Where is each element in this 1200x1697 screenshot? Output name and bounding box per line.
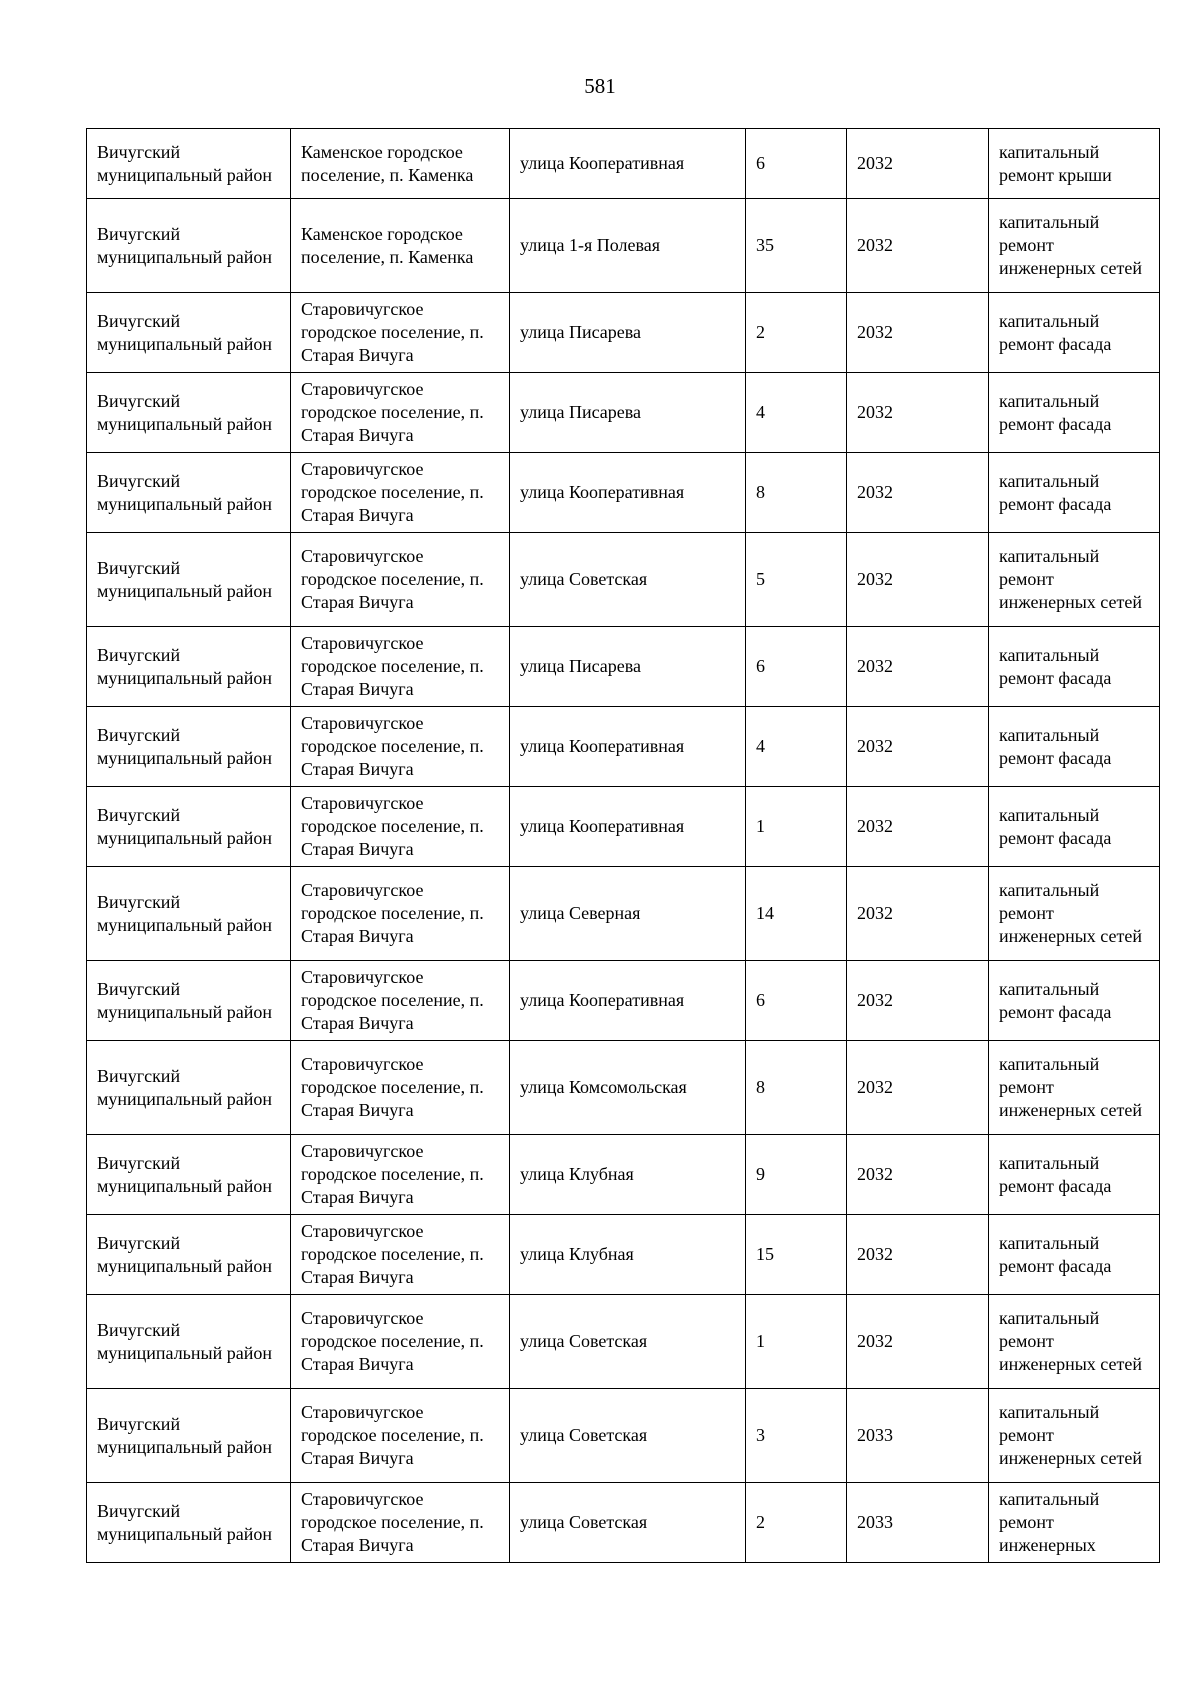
settlement-cell: Каменское городское поселение, п. Каменка <box>291 199 510 293</box>
street-cell: улица Кооперативная <box>510 453 746 533</box>
year-cell: 2032 <box>847 867 989 961</box>
year-cell: 2032 <box>847 129 989 199</box>
district-cell: Вичугский муниципальный район <box>87 707 291 787</box>
street-cell: улица Кооперативная <box>510 787 746 867</box>
house-number-cell: 6 <box>746 961 847 1041</box>
settlement-cell: Старовичугское городское поселение, п. Старая Вичуга <box>291 1215 510 1295</box>
settlement-cell: Старовичугское городское поселение, п. Старая Вичуга <box>291 533 510 627</box>
year-cell: 2032 <box>847 1135 989 1215</box>
district-cell: Вичугский муниципальный район <box>87 453 291 533</box>
street-cell: улица Клубная <box>510 1135 746 1215</box>
work-type-cell: капитальный ремонт фасада <box>989 961 1160 1041</box>
work-type-cell: капитальный ремонт инженерных сетей <box>989 533 1160 627</box>
table-row <box>87 199 1160 293</box>
street-cell: улица Советская <box>510 1483 746 1563</box>
settlement-cell: Старовичугское городское поселение, п. Старая Вичуга <box>291 1041 510 1135</box>
settlement-cell: Старовичугское городское поселение, п. Старая Вичуга <box>291 787 510 867</box>
house-number-cell: 8 <box>746 453 847 533</box>
street-cell: улица Писарева <box>510 627 746 707</box>
table-row <box>87 1483 1160 1563</box>
settlement-cell: Старовичугское городское поселение, п. Старая Вичуга <box>291 1135 510 1215</box>
settlement-cell: Старовичугское городское поселение, п. Старая Вичуга <box>291 373 510 453</box>
settlement-cell: Старовичугское городское поселение, п. Старая Вичуга <box>291 1483 510 1563</box>
table-row <box>87 453 1160 533</box>
district-cell: Вичугский муниципальный район <box>87 1389 291 1483</box>
street-cell: улица Советская <box>510 533 746 627</box>
house-number-cell: 35 <box>746 199 847 293</box>
house-number-cell: 15 <box>746 1215 847 1295</box>
work-type-cell: капитальный ремонт фасада <box>989 453 1160 533</box>
district-cell: Вичугский муниципальный район <box>87 373 291 453</box>
year-cell: 2032 <box>847 1215 989 1295</box>
street-cell: улица Советская <box>510 1295 746 1389</box>
district-cell: Вичугский муниципальный район <box>87 1041 291 1135</box>
district-cell: Вичугский муниципальный район <box>87 1295 291 1389</box>
year-cell: 2033 <box>847 1483 989 1563</box>
house-number-cell: 4 <box>746 373 847 453</box>
district-cell: Вичугский муниципальный район <box>87 199 291 293</box>
year-cell: 2032 <box>847 627 989 707</box>
year-cell: 2032 <box>847 199 989 293</box>
work-type-cell: капитальный ремонт инженерных сетей <box>989 199 1160 293</box>
year-cell: 2032 <box>847 293 989 373</box>
work-type-cell: капитальный ремонт фасада <box>989 293 1160 373</box>
street-cell: улица Писарева <box>510 293 746 373</box>
settlement-cell: Старовичугское городское поселение, п. Старая Вичуга <box>291 1295 510 1389</box>
housing-repair-table <box>86 128 1160 1563</box>
settlement-cell: Старовичугское городское поселение, п. Старая Вичуга <box>291 961 510 1041</box>
work-type-cell: капитальный ремонт инженерных сетей <box>989 867 1160 961</box>
street-cell: улица Советская <box>510 1389 746 1483</box>
work-type-cell: капитальный ремонт инженерных сетей <box>989 1041 1160 1135</box>
street-cell: улица Писарева <box>510 373 746 453</box>
street-cell: улица Кооперативная <box>510 961 746 1041</box>
house-number-cell: 1 <box>746 1295 847 1389</box>
year-cell: 2032 <box>847 961 989 1041</box>
year-cell: 2032 <box>847 1295 989 1389</box>
year-cell: 2032 <box>847 453 989 533</box>
settlement-cell: Старовичугское городское поселение, п. Старая Вичуга <box>291 293 510 373</box>
year-cell: 2032 <box>847 1041 989 1135</box>
street-cell: улица Северная <box>510 867 746 961</box>
table-row <box>87 627 1160 707</box>
work-type-cell: капитальный ремонт фасада <box>989 1215 1160 1295</box>
table-row <box>87 1135 1160 1215</box>
year-cell: 2033 <box>847 1389 989 1483</box>
table-row <box>87 961 1160 1041</box>
district-cell: Вичугский муниципальный район <box>87 1135 291 1215</box>
settlement-cell: Старовичугское городское поселение, п. Старая Вичуга <box>291 453 510 533</box>
work-type-cell: капитальный ремонт крыши <box>989 129 1160 199</box>
table-row <box>87 293 1160 373</box>
settlement-cell: Старовичугское городское поселение, п. Старая Вичуга <box>291 707 510 787</box>
settlement-cell: Каменское городское поселение, п. Каменка <box>291 129 510 199</box>
district-cell: Вичугский муниципальный район <box>87 129 291 199</box>
district-cell: Вичугский муниципальный район <box>87 1483 291 1563</box>
year-cell: 2032 <box>847 707 989 787</box>
district-cell: Вичугский муниципальный район <box>87 293 291 373</box>
district-cell: Вичугский муниципальный район <box>87 867 291 961</box>
work-type-cell: капитальный ремонт фасада <box>989 627 1160 707</box>
house-number-cell: 3 <box>746 1389 847 1483</box>
settlement-cell: Старовичугское городское поселение, п. Старая Вичуга <box>291 1389 510 1483</box>
work-type-cell: капитальный ремонт фасада <box>989 1135 1160 1215</box>
street-cell: улица Комсомольская <box>510 1041 746 1135</box>
year-cell: 2032 <box>847 787 989 867</box>
work-type-cell: капитальный ремонт инженерных <box>989 1483 1160 1563</box>
work-type-cell: капитальный ремонт фасада <box>989 787 1160 867</box>
year-cell: 2032 <box>847 533 989 627</box>
work-type-cell: капитальный ремонт инженерных сетей <box>989 1389 1160 1483</box>
district-cell: Вичугский муниципальный район <box>87 533 291 627</box>
table-row <box>87 787 1160 867</box>
district-cell: Вичугский муниципальный район <box>87 627 291 707</box>
work-type-cell: капитальный ремонт фасада <box>989 373 1160 453</box>
house-number-cell: 1 <box>746 787 847 867</box>
house-number-cell: 5 <box>746 533 847 627</box>
page-number: 581 <box>584 74 616 98</box>
street-cell: улица Кооперативная <box>510 707 746 787</box>
house-number-cell: 2 <box>746 1483 847 1563</box>
street-cell: улица Кооперативная <box>510 129 746 199</box>
year-cell: 2032 <box>847 373 989 453</box>
settlement-cell: Старовичугское городское поселение, п. Старая Вичуга <box>291 627 510 707</box>
table-row <box>87 373 1160 453</box>
house-number-cell: 6 <box>746 627 847 707</box>
street-cell: улица Клубная <box>510 1215 746 1295</box>
house-number-cell: 4 <box>746 707 847 787</box>
table-row <box>87 867 1160 961</box>
table-row <box>87 1215 1160 1295</box>
house-number-cell: 2 <box>746 293 847 373</box>
table-row <box>87 129 1160 199</box>
table-row <box>87 1295 1160 1389</box>
house-number-cell: 14 <box>746 867 847 961</box>
district-cell: Вичугский муниципальный район <box>87 787 291 867</box>
house-number-cell: 8 <box>746 1041 847 1135</box>
table-row <box>87 533 1160 627</box>
house-number-cell: 9 <box>746 1135 847 1215</box>
table-row <box>87 1041 1160 1135</box>
table-row <box>87 707 1160 787</box>
street-cell: улица 1-я Полевая <box>510 199 746 293</box>
district-cell: Вичугский муниципальный район <box>87 961 291 1041</box>
table-row <box>87 1389 1160 1483</box>
work-type-cell: капитальный ремонт фасада <box>989 707 1160 787</box>
district-cell: Вичугский муниципальный район <box>87 1215 291 1295</box>
house-number-cell: 6 <box>746 129 847 199</box>
work-type-cell: капитальный ремонт инженерных сетей <box>989 1295 1160 1389</box>
settlement-cell: Старовичугское городское поселение, п. Старая Вичуга <box>291 867 510 961</box>
